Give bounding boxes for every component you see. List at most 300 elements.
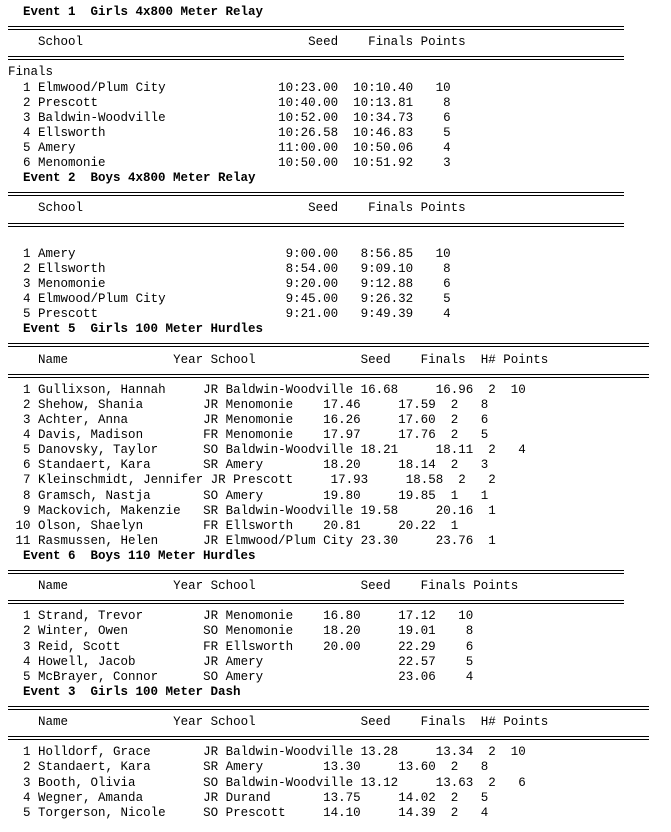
result-row [8, 292, 649, 307]
school: Menomonie [38, 156, 106, 171]
school: Ellsworth [38, 125, 106, 140]
school: Elmwood/Plum City [38, 292, 166, 307]
school: Amery [225, 654, 264, 669]
finals-time: 14.02 [398, 790, 436, 805]
points: 8 [443, 261, 451, 276]
result-row [8, 791, 649, 806]
place: 1 [23, 745, 31, 760]
heat-number: 1 [488, 503, 496, 518]
result-row [8, 307, 649, 322]
athlete-name: Gramsch, Nastja [38, 488, 151, 503]
year: FR [203, 639, 219, 654]
column-header [8, 715, 649, 730]
finals-time: 8:56.85 [360, 246, 414, 261]
points: 8 [480, 397, 489, 412]
col-finals: Finals [368, 201, 414, 216]
points: 6 [443, 276, 451, 291]
col-finals: Finals [420, 715, 466, 730]
place: 8 [23, 488, 31, 503]
seed-time: 18.21 [360, 443, 399, 458]
seed-time: 10:50.00 [278, 156, 339, 171]
col-seed: Seed [360, 579, 391, 594]
result-row [8, 519, 649, 534]
finals-time: 17.60 [398, 412, 436, 427]
result-row [8, 428, 649, 443]
points: 3 [480, 458, 489, 473]
seed-time: 13.75 [323, 790, 361, 805]
separator-rule [8, 20, 624, 35]
athlete-name: Howell, Jacob [38, 654, 136, 669]
athlete-name: Booth, Olivia [38, 775, 136, 790]
place: 1 [23, 609, 31, 624]
event-title: Event 6 Boys 110 Meter Hurdles [23, 548, 256, 563]
points: 8 [480, 760, 489, 775]
place: 3 [23, 775, 31, 790]
separator-rule [8, 594, 624, 609]
col-seed: Seed [308, 35, 339, 50]
col-points: Points [420, 201, 466, 216]
athlete-name: Torgerson, Nicole [38, 805, 166, 820]
school: Durand [225, 790, 271, 805]
points: 6 [443, 110, 451, 125]
school: Baldwin-Woodville [38, 110, 166, 125]
school: Baldwin-Woodville [225, 382, 354, 397]
result-row [8, 624, 649, 639]
year: FR [203, 428, 219, 443]
year: FR [203, 518, 219, 533]
result-row [8, 277, 649, 292]
finals-time: 20.16 [435, 503, 474, 518]
points: 5 [443, 292, 451, 307]
year: JR [203, 609, 219, 624]
event-section [8, 549, 649, 685]
finals-time: 10:50.06 [353, 140, 414, 155]
athlete-name: Reid, Scott [38, 639, 121, 654]
athlete-name: Achter, Anna [38, 412, 129, 427]
finals-time: 23.06 [398, 669, 436, 684]
school: Baldwin-Woodville [225, 775, 354, 790]
seed-time: 10:40.00 [278, 95, 339, 110]
seed-time: 19.58 [360, 503, 399, 518]
result-row [8, 670, 649, 685]
seed-time: 11:00.00 [278, 140, 339, 155]
heat-number: 2 [488, 382, 496, 397]
school: Amery [225, 760, 264, 775]
school: Prescott [233, 473, 294, 488]
points: 4 [518, 443, 526, 458]
school: Baldwin-Woodville [225, 745, 354, 760]
place: 2 [23, 261, 31, 276]
athlete-name: Standaert, Kara [38, 760, 151, 775]
finals-time: 17.59 [398, 397, 436, 412]
athlete-name: Wegner, Amanda [38, 790, 144, 805]
col-school: School [38, 35, 84, 50]
col-points: Points [503, 352, 549, 367]
place: 11 [15, 533, 31, 548]
school: Baldwin-Woodville [225, 443, 354, 458]
points: 5 [465, 654, 474, 669]
result-row [8, 760, 649, 775]
athlete-name: Olson, Shaelyn [38, 518, 144, 533]
col-heat: H# [480, 715, 496, 730]
separator-rule [8, 564, 624, 579]
col-heat: H# [480, 352, 496, 367]
seed-time: 13.12 [360, 775, 399, 790]
event-title-line [8, 171, 649, 186]
school: Menomonie [225, 397, 294, 412]
result-row [8, 383, 649, 398]
points: 4 [465, 669, 474, 684]
separator-rule [8, 50, 624, 65]
result-row [8, 126, 649, 141]
athlete-name: Standaert, Kara [38, 458, 151, 473]
finals-time: 9:26.32 [360, 292, 414, 307]
seed-time: 10:52.00 [278, 110, 339, 125]
column-header [8, 579, 649, 594]
athlete-name: Shehow, Shania [38, 397, 144, 412]
result-row [8, 745, 649, 760]
athlete-name: Rasmussen, Helen [38, 533, 159, 548]
school: Amery [38, 140, 76, 155]
heat-number: 1 [450, 488, 459, 503]
athlete-name: Gullixson, Hannah [38, 382, 166, 397]
heat-number: 2 [488, 775, 496, 790]
finals-time: 9:49.39 [360, 307, 414, 322]
finals-time: 17.12 [398, 609, 436, 624]
seed-time: 13.30 [323, 760, 361, 775]
seed-time: 9:21.00 [285, 307, 339, 322]
blank-line [8, 232, 649, 247]
meet-results [8, 5, 649, 821]
athlete-name: Kleinschmidt, Jennifer [38, 473, 204, 488]
year: JR [203, 790, 219, 805]
heat-number: 2 [488, 745, 496, 760]
year: SO [203, 775, 219, 790]
place: 5 [23, 140, 31, 155]
event-title: Event 5 Girls 100 Meter Hurdles [23, 322, 264, 337]
result-row [8, 413, 649, 428]
athlete-name: Strand, Trevor [38, 609, 144, 624]
points: 4 [480, 805, 489, 820]
seed-time: 16.80 [323, 609, 361, 624]
column-header [8, 35, 649, 50]
event-title: Event 2 Boys 4x800 Meter Relay [23, 171, 256, 186]
school: Elmwood/Plum City [38, 80, 166, 95]
finals-time: 13.60 [398, 760, 436, 775]
place: 1 [23, 80, 31, 95]
separator-rule [8, 700, 649, 715]
seed-time: 14.10 [323, 805, 361, 820]
athlete-name: Davis, Madison [38, 428, 144, 443]
points: 3 [443, 156, 451, 171]
result-row [8, 247, 649, 262]
result-row [8, 534, 649, 549]
event-section [8, 171, 649, 322]
athlete-name: McBrayer, Connor [38, 669, 159, 684]
points: 10 [458, 609, 474, 624]
result-row [8, 156, 649, 171]
finals-time: 22.57 [398, 654, 436, 669]
finals-time: 13.63 [435, 775, 474, 790]
separator-rule [8, 186, 624, 201]
place: 7 [23, 473, 31, 488]
col-year: Year [173, 579, 204, 594]
points: 10 [435, 80, 451, 95]
seed-time: 18.20 [323, 458, 361, 473]
finals-time: 18.58 [405, 473, 444, 488]
col-finals: Finals [420, 352, 466, 367]
seed-time: 9:45.00 [285, 292, 339, 307]
school: Amery [225, 669, 264, 684]
finals-time: 18.14 [398, 458, 436, 473]
separator-rule [8, 337, 649, 352]
col-school: School [210, 715, 256, 730]
seed-time: 9:00.00 [285, 246, 339, 261]
section-label: Finals [8, 65, 54, 80]
section-label-line [8, 65, 649, 80]
points: 5 [443, 125, 451, 140]
school: Menomonie [225, 412, 294, 427]
seed-time: 10:23.00 [278, 80, 339, 95]
finals-time: 18.11 [435, 443, 474, 458]
points: 8 [465, 624, 474, 639]
heat-number: 2 [450, 458, 459, 473]
seed-time: 17.97 [323, 428, 361, 443]
event-title: Event 3 Girls 100 Meter Dash [23, 684, 241, 699]
col-seed: Seed [360, 715, 391, 730]
event-section [8, 685, 649, 821]
event-title-line [8, 685, 649, 700]
place: 4 [23, 790, 31, 805]
place: 4 [23, 292, 31, 307]
col-name: Name [38, 352, 69, 367]
place: 4 [23, 125, 31, 140]
result-row [8, 776, 649, 791]
school: Prescott [225, 805, 286, 820]
finals-time: 10:51.92 [353, 156, 414, 171]
separator-rule [8, 730, 649, 745]
result-row [8, 473, 649, 488]
year: SR [203, 503, 219, 518]
finals-time: 19.85 [398, 488, 436, 503]
points: 5 [480, 428, 489, 443]
school: Ellsworth [225, 639, 294, 654]
year: JR [203, 382, 219, 397]
place: 2 [23, 397, 31, 412]
result-row [8, 111, 649, 126]
result-row [8, 443, 649, 458]
place: 3 [23, 110, 31, 125]
points: 4 [443, 140, 451, 155]
seed-time: 13.28 [360, 745, 399, 760]
year: JR [203, 533, 219, 548]
school: Menomonie [225, 609, 294, 624]
heat-number: 2 [450, 790, 459, 805]
year: JR [203, 745, 219, 760]
finals-time: 22.29 [398, 639, 436, 654]
school: Ellsworth [38, 261, 106, 276]
heat-number: 2 [488, 443, 496, 458]
col-points: Points [473, 579, 519, 594]
col-name: Name [38, 579, 69, 594]
points: 8 [443, 95, 451, 110]
heat-number: 2 [458, 473, 466, 488]
result-row [8, 96, 649, 111]
place: 2 [23, 624, 31, 639]
result-row [8, 141, 649, 156]
result-row [8, 640, 649, 655]
col-school: School [210, 579, 256, 594]
points: 6 [480, 412, 489, 427]
col-seed: Seed [308, 201, 339, 216]
points: 10 [510, 745, 526, 760]
col-finals: Finals [420, 579, 466, 594]
result-row [8, 489, 649, 504]
event-title: Event 1 Girls 4x800 Meter Relay [23, 5, 264, 19]
points: 10 [510, 382, 526, 397]
seed-time: 9:20.00 [285, 276, 339, 291]
year: SO [203, 669, 219, 684]
school: Menomonie [225, 428, 294, 443]
year: JR [203, 397, 219, 412]
place: 6 [23, 458, 31, 473]
col-school: School [210, 352, 256, 367]
finals-time: 9:09.10 [360, 261, 414, 276]
place: 9 [23, 503, 31, 518]
year: SR [203, 458, 219, 473]
result-row [8, 398, 649, 413]
year: SR [203, 760, 219, 775]
school: Baldwin-Woodville [225, 503, 354, 518]
points: 4 [443, 307, 451, 322]
result-row [8, 504, 649, 519]
place: 5 [23, 307, 31, 322]
place: 2 [23, 760, 31, 775]
finals-time: 10:46.83 [353, 125, 414, 140]
event-title-line [8, 549, 649, 564]
points: 10 [435, 246, 451, 261]
column-header [8, 201, 649, 216]
year: JR [203, 654, 219, 669]
school: Amery [38, 246, 76, 261]
seed-time: 19.80 [323, 488, 361, 503]
separator-rule [8, 368, 649, 383]
result-row [8, 262, 649, 277]
finals-time: 10:34.73 [353, 110, 414, 125]
school: Ellsworth [225, 518, 294, 533]
year: JR [210, 473, 226, 488]
col-finals: Finals [368, 35, 414, 50]
points: 6 [465, 639, 474, 654]
finals-time: 10:13.81 [353, 95, 414, 110]
place: 3 [23, 639, 31, 654]
school: Menomonie [38, 276, 106, 291]
seed-time: 16.68 [360, 382, 399, 397]
year: SO [203, 805, 219, 820]
col-seed: Seed [360, 352, 391, 367]
place: 5 [23, 805, 31, 820]
result-row [8, 655, 649, 670]
athlete-name: Mackovich, Makenzie [38, 503, 181, 518]
event-section [8, 5, 649, 171]
year: SO [203, 488, 219, 503]
heat-number: 2 [450, 428, 459, 443]
event-section [8, 322, 649, 549]
points: 2 [488, 473, 496, 488]
finals-time: 23.76 [435, 533, 474, 548]
place: 5 [23, 443, 31, 458]
finals-time: 16.96 [435, 382, 474, 397]
points: 5 [480, 790, 489, 805]
place: 4 [23, 428, 31, 443]
finals-time: 20.22 [398, 518, 436, 533]
athlete-name: Danovsky, Taylor [38, 443, 159, 458]
year: JR [203, 412, 219, 427]
school: Menomonie [225, 624, 294, 639]
school: Elmwood/Plum City [225, 533, 354, 548]
place: 3 [23, 412, 31, 427]
result-row [8, 458, 649, 473]
place: 10 [15, 518, 31, 533]
points: 1 [480, 488, 489, 503]
finals-time: 9:12.88 [360, 276, 414, 291]
year: SO [203, 443, 219, 458]
year: SO [203, 624, 219, 639]
finals-time: 19.01 [398, 624, 436, 639]
points: 6 [518, 775, 526, 790]
seed-time: 17.93 [330, 473, 369, 488]
finals-time: 13.34 [435, 745, 474, 760]
heat-number: 2 [450, 412, 459, 427]
seed-time: 18.20 [323, 624, 361, 639]
event-title-line [8, 322, 649, 337]
col-school: School [38, 201, 84, 216]
athlete-name: Winter, Owen [38, 624, 129, 639]
column-header [8, 353, 649, 368]
seed-time: 17.46 [323, 397, 361, 412]
seed-time: 8:54.00 [285, 261, 339, 276]
place: 1 [23, 382, 31, 397]
school: Prescott [38, 95, 99, 110]
heat-number: 2 [450, 805, 459, 820]
result-row [8, 609, 649, 624]
col-year: Year [173, 715, 204, 730]
col-name: Name [38, 715, 69, 730]
finals-time: 17.76 [398, 428, 436, 443]
place: 1 [23, 246, 31, 261]
seed-time: 20.81 [323, 518, 361, 533]
separator-rule [8, 217, 624, 232]
col-points: Points [503, 715, 549, 730]
athlete-name: Holldorf, Grace [38, 745, 151, 760]
place: 5 [23, 669, 31, 684]
finals-time: 10:10.40 [353, 80, 414, 95]
heat-number: 2 [450, 760, 459, 775]
heat-number: 1 [488, 533, 496, 548]
event-title-line [8, 5, 649, 20]
place: 4 [23, 654, 31, 669]
place: 2 [23, 95, 31, 110]
school: Amery [225, 458, 264, 473]
seed-time: 10:26.58 [278, 125, 339, 140]
heat-number: 1 [450, 518, 459, 533]
seed-time: 16.26 [323, 412, 361, 427]
col-points: Points [420, 35, 466, 50]
school: Prescott [38, 307, 99, 322]
place: 6 [23, 156, 31, 171]
finals-time: 14.39 [398, 805, 436, 820]
school: Amery [225, 488, 264, 503]
